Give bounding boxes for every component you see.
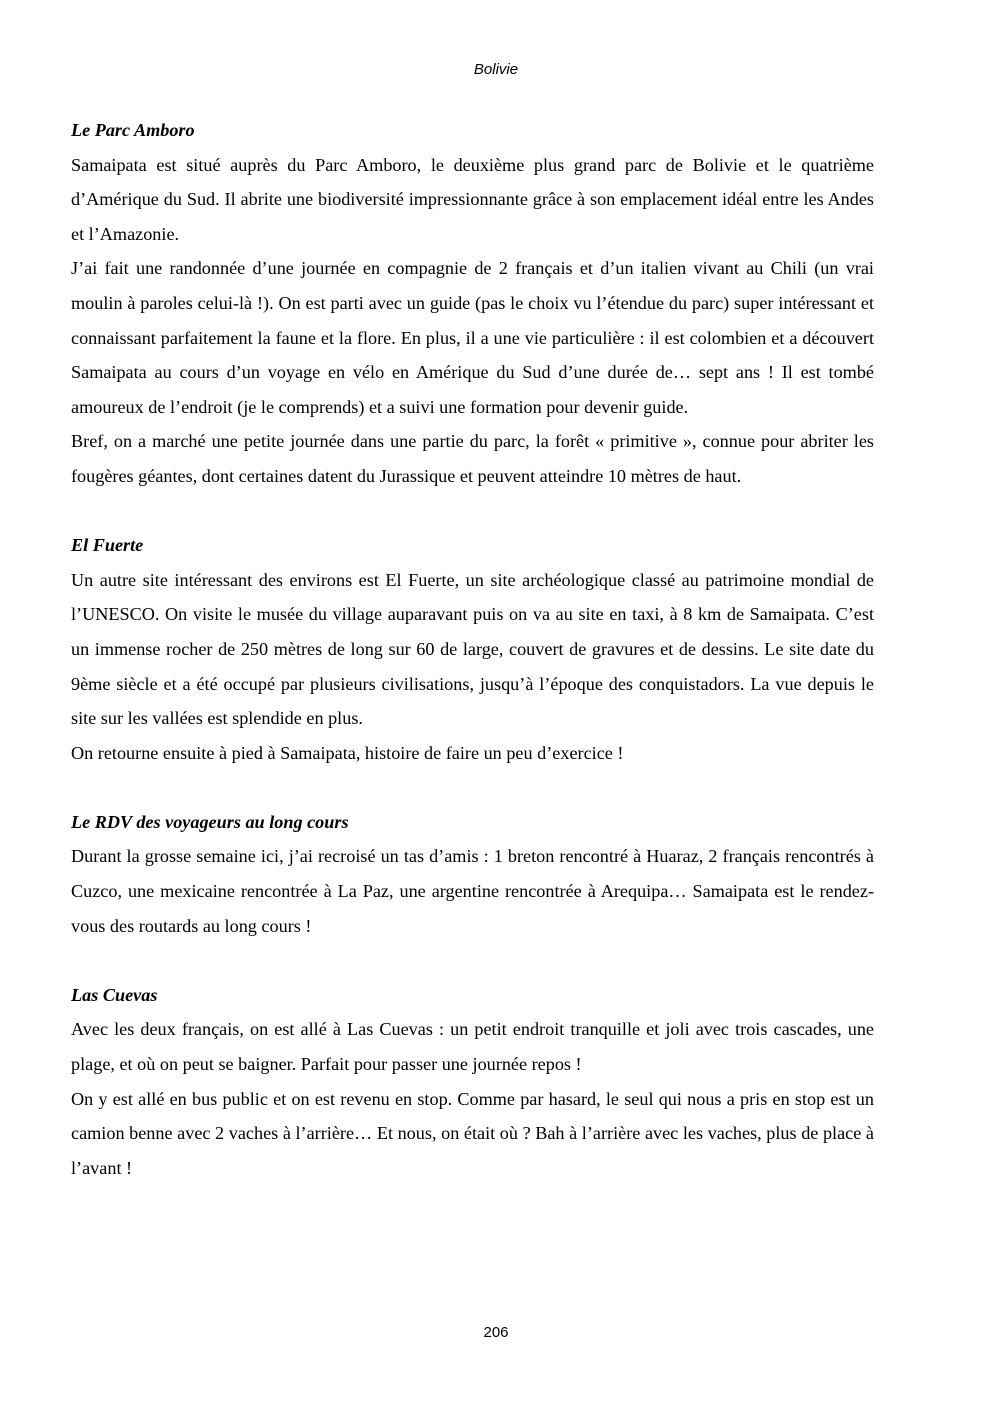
paragraph: J’ai fait une randonnée d’une journée en compagnie de 2 français et d’un italien vivant au Chili (un vrai moulin à paroles celui-là !). On est parti avec un guide (pas le choix vu l’étendue du parc) super intéressant et connaissant parfaitement la faune et la flore. En plus, il a une vie particulière : il est colombien et a découvert Samaipata au cours d’un voyage en vélo en Amérique du Sud d’une durée de… sept ans ! Il est tombé amoureux de l’endroit (je le comprends) et a suivi une formation pour devenir guide. [71, 258, 874, 417]
section-las-cuevas [71, 978, 874, 1186]
section-parc-amboro [71, 113, 874, 494]
paragraph: Samaipata est situé auprès du Parc Amboro, le deuxième plus grand parc de Bolivie et le quatrième d’Amérique du Sud. Il abrite une biodiversité impressionnante grâce à son emplacement idéal entre les Andes et l’Amazonie. [71, 154, 874, 244]
paragraph: Avec les deux français, on est allé à Las Cuevas : un petit endroit tranquille et joli avec trois cascades, une plage, et où on peut se baigner. Parfait pour passer une journée repos ! [71, 1019, 874, 1075]
section-el-fuerte [71, 528, 874, 770]
page-number: 206 [483, 1324, 509, 1341]
running-header: Bolivie [473, 61, 519, 78]
section-title: Le Parc Amboro [71, 120, 195, 140]
section-title: Las Cuevas [71, 984, 158, 1005]
section-rdv-voyageurs [71, 805, 874, 943]
page-content [71, 113, 874, 1185]
section-title: Le RDV des voyageurs au long cours [71, 811, 349, 832]
paragraph: On retourne ensuite à pied à Samaipata, histoire de faire un peu d’exercice ! [71, 742, 624, 763]
paragraph: Durant la grosse semaine ici, j’ai recroisé un tas d’amis : 1 breton rencontré à Huaraz, 2 français rencontrés à Cuzco, une mexicaine rencontrée à La Paz, une argentine rencontrée à Arequipa… Samaipata est le rendez-vous des routards au long cours ! [71, 846, 874, 936]
paragraph: Bref, on a marché une petite journée dans une partie du parc, la forêt « primitive », connue pour abriter les fougères géantes, dont certaines datent du Jurassique et peuvent atteindre 10 mètres de haut. [71, 431, 874, 486]
paragraph: On y est allé en bus public et on est revenu en stop. Comme par hasard, le seul qui nous a pris en stop est un camion benne avec 2 vaches à l’arrière… Et nous, on était où ? Bah à l’arrière avec les vaches, plus de place à l’avant ! [71, 1088, 874, 1178]
paragraph: Un autre site intéressant des environs est El Fuerte, un site archéologique classé au patrimoine mondial de l’UNESCO. On visite le musée du village auparavant puis on va au site en taxi, à 8 km de Samaipata. C’est un immense rocher de 250 mètres de long sur 60 de large, couvert de gravures et de dessins. Le site date du 9ème siècle et a été occupé par plusieurs civilisations, jusqu’à l’époque des conquistadors. La vue depuis le site sur les vallées est splendide en plus. [71, 569, 874, 729]
section-title: El Fuerte [71, 535, 144, 556]
